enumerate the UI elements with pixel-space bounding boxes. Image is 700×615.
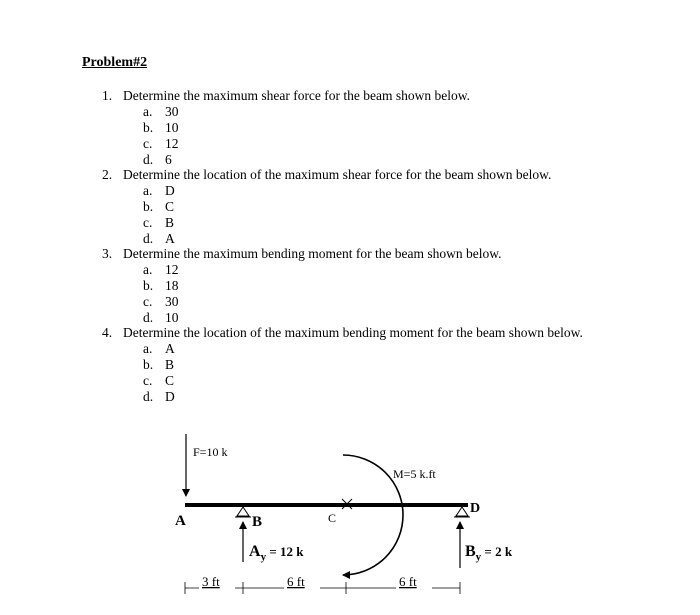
reaction-a-label bbox=[249, 543, 304, 563]
problem-title: Problem#2 bbox=[82, 55, 148, 70]
option-value: 10 bbox=[165, 310, 179, 325]
option-letter: c. bbox=[143, 136, 153, 151]
question-number: 2. bbox=[102, 167, 113, 182]
question-number: 4. bbox=[102, 325, 113, 340]
option-letter: c. bbox=[143, 294, 153, 309]
dim-3-label: 6 ft bbox=[399, 574, 417, 589]
point-d-label: D bbox=[470, 501, 481, 516]
reaction-b-value: = 2 k bbox=[481, 544, 513, 559]
option-value: D bbox=[165, 183, 175, 198]
option-letter: b. bbox=[143, 357, 154, 372]
option-letter: c. bbox=[143, 373, 153, 388]
dim-2-label: 6 ft bbox=[287, 574, 305, 589]
option-letter: a. bbox=[143, 104, 153, 119]
question-text: Determine the maximum shear force for the beam shown below. bbox=[123, 88, 471, 103]
question-number: 1. bbox=[102, 88, 113, 103]
point-a-label: A bbox=[175, 513, 186, 529]
option-letter: b. bbox=[143, 199, 154, 214]
reaction-b-label bbox=[465, 543, 513, 563]
option-letter: d. bbox=[143, 310, 154, 325]
force-label: F=10 k bbox=[193, 445, 228, 459]
option-value: B bbox=[165, 357, 175, 372]
support-b-symbol bbox=[235, 507, 251, 517]
option-value: C bbox=[165, 373, 175, 388]
option-value: B bbox=[165, 215, 175, 230]
support-d-symbol bbox=[454, 507, 470, 517]
reaction-a-value: = 12 k bbox=[266, 544, 304, 559]
option-value: A bbox=[165, 341, 175, 356]
option-letter: b. bbox=[143, 120, 154, 135]
option-letter: d. bbox=[143, 152, 154, 167]
moment-label: M=5 k.ft bbox=[393, 467, 436, 481]
reaction-a-sub: y bbox=[260, 551, 267, 563]
reaction-a-main: A bbox=[249, 543, 261, 560]
option-value: 18 bbox=[165, 278, 179, 293]
option-value: 6 bbox=[165, 152, 172, 167]
option-value: D bbox=[165, 389, 175, 404]
option-value: 12 bbox=[165, 262, 179, 277]
option-letter: a. bbox=[143, 262, 153, 277]
reaction-b-main: B bbox=[465, 543, 476, 560]
option-value: 10 bbox=[165, 120, 179, 135]
option-letter: d. bbox=[143, 231, 154, 246]
option-value: 12 bbox=[165, 136, 179, 151]
question-text: Determine the location of the maximum shear force for the beam shown below. bbox=[123, 167, 552, 182]
question-number: 3. bbox=[102, 246, 113, 261]
question-text: Determine the maximum bending moment for the beam shown below. bbox=[123, 246, 502, 261]
option-value: C bbox=[165, 199, 175, 214]
option-value: A bbox=[165, 231, 175, 246]
option-letter: a. bbox=[143, 341, 153, 356]
option-value: 30 bbox=[165, 294, 179, 309]
option-letter: c. bbox=[143, 215, 153, 230]
point-c-label: C bbox=[328, 511, 337, 525]
reaction-b-sub: y bbox=[475, 551, 482, 563]
question-text: Determine the location of the maximum bending moment for the beam shown below. bbox=[123, 325, 583, 340]
option-letter: d. bbox=[143, 389, 154, 404]
beam bbox=[185, 503, 468, 507]
option-value: 30 bbox=[165, 104, 179, 119]
option-letter: a. bbox=[143, 183, 153, 198]
option-letter: b. bbox=[143, 278, 154, 293]
point-b-label: B bbox=[252, 514, 263, 530]
dim-1-label: 3 ft bbox=[202, 574, 220, 589]
